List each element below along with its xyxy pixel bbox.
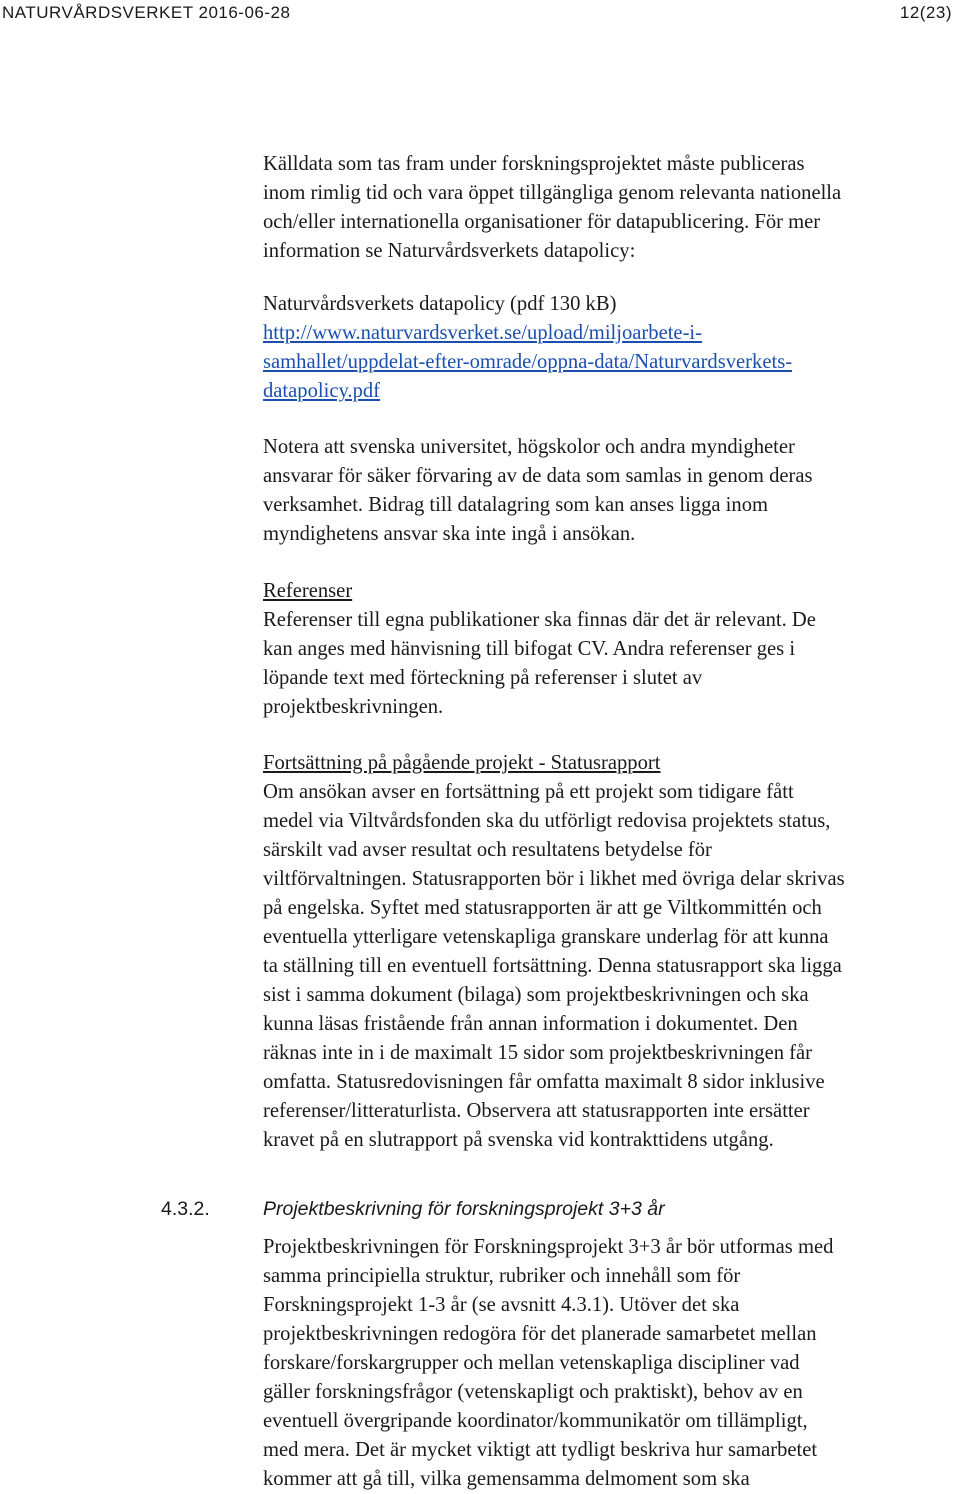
text-line: med mera. Det är mycket viktigt att tydligt beskriva hur samarbetet — [263, 1439, 818, 1461]
datapolicy-url-link[interactable]: samhallet/uppdelat-efter-omrade/oppna-data/Naturvardsverkets- — [263, 351, 793, 373]
text-line: och/eller internationella organisationer för datapublicering. För mer — [263, 211, 821, 233]
text-line: särskilt vad avser resultat och resultatens betydelse för — [263, 839, 712, 861]
text-line: kommer att gå till, vilka gemensamma delmoment som ska — [263, 1468, 750, 1490]
section-4-3-2-body — [263, 1233, 960, 1494]
text-line: gäller forskningsfrågor (vetenskapligt och praktiskt), behov av en — [263, 1381, 803, 1403]
text-line: ansvarar för säker förvaring av de data som samlas in genom deras — [263, 465, 813, 487]
header-page-number: 12(23) — [899, 3, 952, 22]
section-title: Projektbeskrivning för forskningsprojekt 3+3 år — [263, 1198, 665, 1220]
text-line: sist i samma dokument (bilaga) som projektbeskrivningen och ska — [263, 984, 809, 1006]
paragraph-notera — [263, 433, 960, 549]
text-line: projektbeskrivningen redogöra för det planerade samarbetet mellan — [263, 1323, 817, 1345]
text-line: medel via Viltvårdsfonden ska du utförligt redovisa projektets status, — [263, 810, 831, 832]
text-line: information se Naturvårdsverkets datapolicy: — [263, 240, 636, 262]
text-line: Notera att svenska universitet, högskolor och andra myndigheter — [263, 436, 795, 458]
text-line: på engelska. Syftet med statusrapporten är att ge Viltkommittén och — [263, 897, 822, 919]
text-line: projektbeskrivningen. — [263, 696, 444, 718]
text-line: viltförvaltningen. Statusrapporten bör i likhet med övriga delar skrivas — [263, 868, 845, 890]
text-line: ta ställning till en eventuell fortsättning. Denna statusrapport ska ligga — [263, 955, 842, 977]
text-line: Forskningsprojekt 1-3 år (se avsnitt 4.3.1). Utöver det ska — [263, 1294, 740, 1316]
statusrapport-section — [263, 749, 960, 1155]
text-line: kravet på en slutrapport på svenska vid kontrakttidens utgång. — [263, 1129, 774, 1151]
paragraph-kalldata — [263, 150, 960, 266]
text-line: forskare/forskargrupper och mellan vetenskapliga discipliner vad — [263, 1352, 800, 1374]
text-line: Om ansökan avser en fortsättning på ett projekt som tidigare fått — [263, 781, 794, 803]
datapolicy-url-link[interactable]: http://www.naturvardsverket.se/upload/miljoarbete-i- — [263, 322, 703, 344]
text-line: referenser/litteraturlista. Observera att statusrapporten inte ersätter — [263, 1100, 810, 1122]
text-line: myndighetens ansvar ska inte ingå i ansökan. — [263, 523, 636, 545]
page-header — [0, 0, 960, 28]
text-line: eventuella ytterligare vetenskapliga granskare underlag för att kunna — [263, 926, 829, 948]
statusrapport-heading: Fortsättning på pågående projekt - Statusrapport — [263, 752, 661, 774]
datapolicy-url-link[interactable]: datapolicy.pdf — [263, 380, 381, 402]
text-line: verksamhet. Bidrag till datalagring som kan anses ligga inom — [263, 494, 769, 516]
datapolicy-link-block — [263, 290, 960, 406]
datapolicy-title: Naturvårdsverkets datapolicy (pdf 130 kB) — [263, 293, 617, 315]
referenser-section — [263, 577, 960, 722]
text-line: kunna läsas fristående från annan information i dokumentet. Den — [263, 1013, 798, 1035]
text-line: Källdata som tas fram under forskningsprojektet måste publiceras — [263, 153, 805, 175]
text-line: räknas inte in i de maximalt 15 sidor som projektbeskrivningen får — [263, 1042, 813, 1064]
text-line: samma principiella struktur, rubriker och innehåll som för — [263, 1265, 741, 1287]
text-line: omfatta. Statusredovisningen får omfatta maximalt 8 sidor inklusive — [263, 1071, 825, 1093]
section-number: 4.3.2. — [161, 1198, 210, 1220]
text-line: Projektbeskrivningen för Forskningsprojekt 3+3 år bör utformas med — [263, 1236, 834, 1258]
text-line: kan anges med hänvisning till bifogat CV. Andra referenser ges i — [263, 638, 796, 660]
text-line: löpande text med förteckning på referenser i slutet av — [263, 667, 703, 689]
text-line: Referenser till egna publikationer ska finnas där det är relevant. De — [263, 609, 816, 631]
header-org-date: NATURVÅRDSVERKET 2016-06-28 — [2, 3, 291, 22]
referenser-heading: Referenser — [263, 580, 353, 602]
text-line: inom rimlig tid och vara öppet tillgängliga genom relevanta nationella — [263, 182, 842, 204]
text-line: eventuell övergripande koordinator/kommunikatör om tillämpligt, — [263, 1410, 808, 1432]
